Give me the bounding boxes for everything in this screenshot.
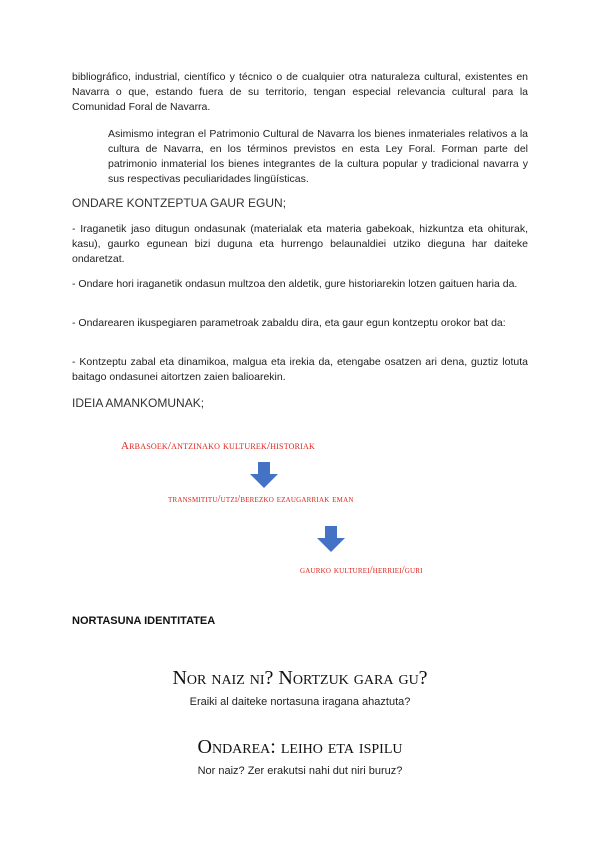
down-arrow-icon <box>250 462 278 488</box>
list-item: - Iraganetik jaso ditugun ondasunak (materialak eta materia gabekoak, hizkuntza eta ohiturak, kasu), gaurko egunean bizi duguna eta hurrengo belaunaldiei utziko dieguna har daiteke ondaretzat. <box>72 223 528 265</box>
title-nor-naiz-ni: Nor naiz ni? Nortzuk gara gu? <box>172 667 428 689</box>
title-ondarea-leiho: Ondarea: leiho eta ispilu <box>197 736 403 758</box>
list-item: - Ondare hori iraganetik ondasun multzoa den aldetik, gure historiarekin lotzen gaituen haria da. <box>72 278 518 290</box>
section-heading-nortasuna: NORTASUNA IDENTITATEA <box>72 615 216 627</box>
list-item: - Ondarearen ikuspegiaren parametroak zabaldu dira, eta gaur egun kontzeptu orokor bat da: <box>72 317 506 329</box>
section-heading-ondare-kontzeptua: ONDARE KONTZEPTUA GAUR EGUN; <box>72 196 287 210</box>
list-item: - Kontzeptu zabal eta dinamikoa, malgua eta irekia da, etengabe osatzen ari dena, guztiz lotuta baitago ondasunei aitortzen zaien balioarekin. <box>72 356 528 383</box>
flow-step-transmit: transmititu/utzi/berezko ezaugarriak eman <box>168 494 354 505</box>
down-arrow-icon <box>317 526 345 552</box>
section-heading-ideia-amankomunak: IDEIA AMANKOMUNAK; <box>72 396 205 410</box>
intro-paragraph: bibliográfico, industrial, científico y técnico o de cualquier otra naturaleza cultural, existentes en Navarra o que, estando fuera de su territorio, tengan especial relevancia cultural para la Comunidad Foral de Navarra. <box>72 71 528 113</box>
subtitle-eraiki: Eraiki al daiteke nortasuna iragana ahaztuta? <box>189 696 411 708</box>
flow-step-today: gaurko kulturei/herriei/guri <box>300 565 423 576</box>
flow-step-ancestors: Arbasoek/antzinako kulturek/historiak <box>121 440 315 452</box>
indented-paragraph: Asimismo integran el Patrimonio Cultural de Navarra los bienes inmateriales relativos a la cultura de Navarra, en los términos previstos en esta Ley Foral. Forman parte del patrimonio inmaterial los bienes integrantes de la cultura popular y tradicional navarra y sus respectivas peculiaridades lingüísticas. <box>108 128 528 185</box>
subtitle-nor-naiz: Nor naiz? Zer erakutsi nahi dut niri buruz? <box>197 765 403 777</box>
